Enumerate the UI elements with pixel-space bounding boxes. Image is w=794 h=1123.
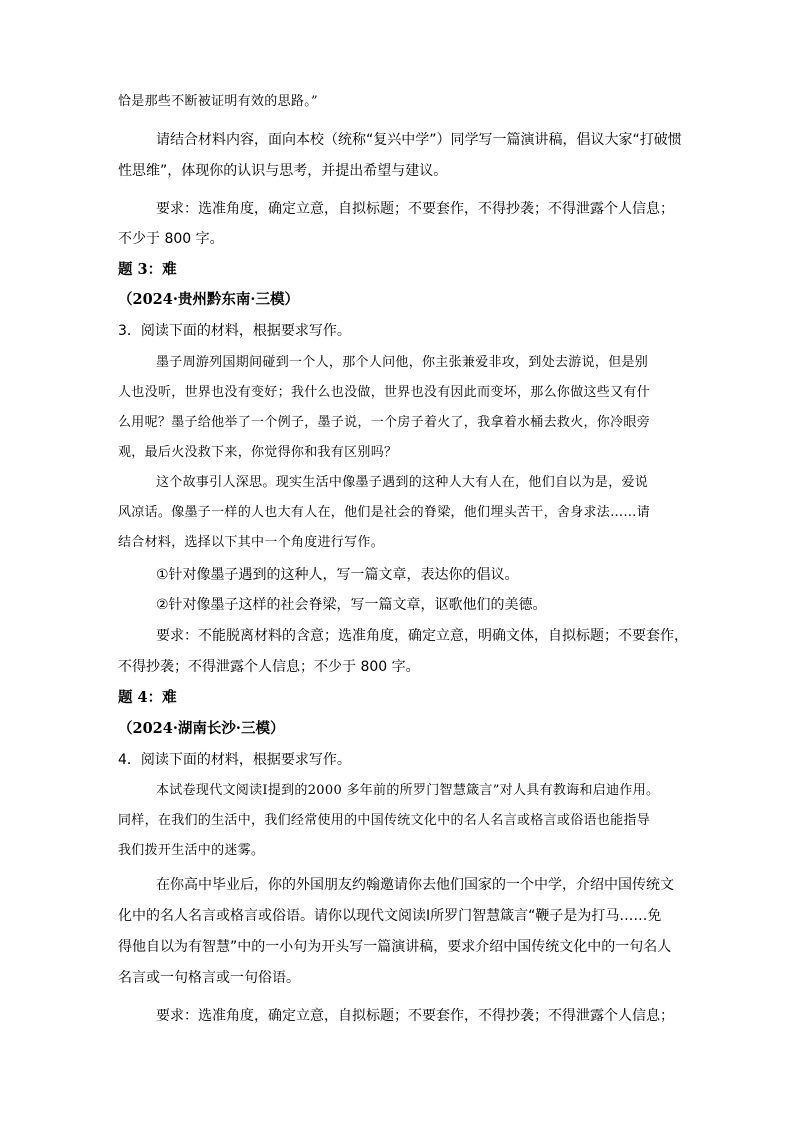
question-3-prompt: 3．阅读下面的材料，根据要求写作。	[118, 323, 351, 339]
material-3-line-3: 么用呢？墨子给他举了一个例子，墨子说，一个房子着火了，我拿着水桶去救火，你冷眼旁	[118, 415, 651, 430]
task-4-line-1: 在你高中毕业后，你的外国朋友约翰邀请你去他们国家的一个中学，介绍中国传统文	[156, 877, 674, 893]
requirements-3-line-2: 不得抄袭；不得泄露个人信息；不少于 800 字。	[118, 659, 420, 675]
requirements-line-2: 不少于 800 字。	[118, 231, 224, 247]
task-4-line-3: 得他自以为有智慧”中的一小句为开头写一篇演讲稿，要求介绍中国传统文化中的一句名人	[118, 939, 672, 955]
material-3-line-1: 墨子周游列国期间碰到一个人，那个人问他，你主张兼爱非攻，到处去游说，但是别	[156, 355, 649, 370]
question-3-source: （2024·贵州黔东南·三模）	[118, 291, 299, 308]
material-3-line-4: 观，最后火没救下来，你觉得你和我有区别吗？	[118, 445, 398, 460]
question-4-heading: 题 4：难	[118, 689, 177, 706]
material-4-line-3: 我们拨开生活中的迷雾。	[118, 843, 265, 858]
material-4-line-1: 本试卷现代文阅读Ⅰ提到的2000 多年前的所罗门智慧箴言”对人具有教诲和启迪作用。	[156, 783, 660, 798]
question-3-heading: 题 3：难	[118, 261, 177, 278]
option-2: ②针对像墨子这样的社会脊梁，写一篇文章，讴歌他们的美德。	[156, 597, 547, 613]
task-instruction-line-2: 性思维”，体现你的认识与思考，并提出希望与建议。	[118, 163, 448, 179]
task-4-line-2: 化中的名人名言或格言或俗语。请你以现代文阅读Ⅰ所罗门智慧箴言“鞭子是为打马……免	[118, 908, 662, 924]
question-4-source: （2024·湖南长沙·三模）	[118, 720, 285, 737]
material-3-line-2: 人也没听，世界也没有变好；我什么也没做，世界也没有因此而变坏，那么你做这些又有什	[118, 385, 651, 400]
option-1: ①针对像墨子遇到的这种人，写一篇文章，表达你的倡议。	[156, 567, 519, 583]
requirements-line-1: 要求：选准角度，确定立意，自拟标题；不要套作，不得抄袭；不得泄露个人信息；	[156, 201, 674, 217]
requirements-3-line-1: 要求：不能脱离材料的含意；选准角度，确定立意，明确文体，自拟标题；不要套作，	[156, 628, 688, 644]
material-quote-end: 恰是那些不断被证明有效的思路。”	[118, 94, 318, 109]
material-3-line-7: 结合材料，选择以下其中一个角度进行写作。	[118, 535, 385, 550]
material-3-line-5: 这个故事引人深思。现实生活中像墨子遇到的这种人大有人在，他们自以为是，爱说	[156, 475, 649, 490]
material-3-line-6: 风凉话。像墨子一样的人也大有人在，他们是社会的脊梁，他们埋头苦干，舍身求法……请	[118, 505, 651, 520]
requirements-4-line-1: 要求：选准角度，确定立意，自拟标题；不要套作，不得抄袭；不得泄露个人信息；	[156, 1008, 674, 1024]
task-instruction-line-1: 请结合材料内容，面向本校（统称“复兴中学”）同学写一篇演讲稿，倡议大家“打破惯	[156, 132, 682, 148]
task-4-line-4: 名言或一句格言或一句俗语。	[118, 970, 300, 986]
question-4-prompt: 4．阅读下面的材料，根据要求写作。	[118, 752, 351, 768]
material-4-line-2: 同样，在我们的生活中，我们经常使用的中国传统文化中的名人名言或格言或俗语也能指导	[118, 813, 651, 828]
